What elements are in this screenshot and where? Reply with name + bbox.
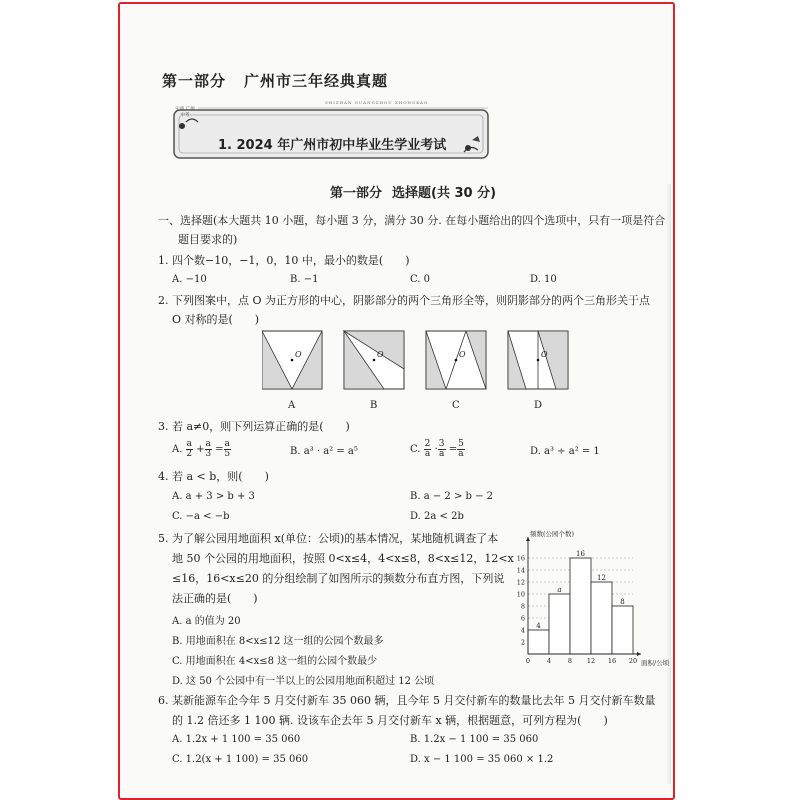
y-tick-label: 14 [516,566,525,575]
y-tick-label: 16 [516,554,525,563]
q5-line-4: 法正确的是( ) [172,592,258,605]
x-tick-label: 0 [525,657,531,665]
q2-figures [262,329,572,391]
q1-option-b: B. −1 [290,274,319,285]
x-axis-label: 面积/公顷 [641,659,670,667]
histogram-bar [591,582,612,654]
q4-option-d: D. 2a < 2b [410,511,464,522]
q5-option-a: A. a 的值为 20 [172,616,241,627]
figure-c-point: O [459,350,466,359]
y-tick-label: 10 [516,590,525,599]
q5-line-1: 5. 为了解公园用地面积 x(单位：公顷)的基本情况，某地随机调查了本 [158,532,499,545]
q5-option-d: D. 这 50 个公园中有一半以上的公园用地面积超过 12 公顷 [172,676,435,687]
figure-label-d: D [534,400,543,411]
bar-value-label: 16 [576,550,585,558]
q6-option-c: C. 1.2(x + 1 100) = 35 060 [172,754,309,765]
histogram-bar [528,630,549,654]
part-title [162,70,388,91]
figure-a [262,331,322,389]
figure-label-a: A [288,400,296,411]
q3-option-b: B. a³ · a² = a⁵ [290,446,358,457]
y-tick-label: 12 [516,578,525,587]
histogram-bar [549,594,570,654]
bar-value-label: a [557,586,562,594]
part-title-left: 第一部分 [162,72,227,90]
banner-small-text: SHIZHAN GUANGZHOU ZHONGKAO [325,100,429,105]
y-tick-label: 2 [520,638,525,647]
x-tick-label: 16 [607,657,617,665]
banner-tag: 实战 广州中考 [175,107,195,118]
q5-option-c: C. 用地面积在 4<x≤8 这一组的公园个数最少 [172,656,378,667]
q2-line-2: O 对称的是( ) [172,313,260,326]
q3-option-c: C. $\frac{2}{a}$ · $\frac{3}{a}$ = $\frac{5}{a}$ [410,439,464,459]
figure-d [508,331,568,389]
q5-line-3: ≤16，16<x≤20 的分组绘制了如图所示的频数分布直方图，下列说 [172,572,505,585]
q6-option-b: B. 1.2x − 1 100 = 35 060 [410,734,539,745]
figure-label-c: C [452,400,460,411]
exam-title: 1. 2024 年广州市初中毕业生学业考试 [218,138,447,153]
q1-option-c: C. 0 [410,274,431,285]
y-tick-label: 6 [520,614,525,623]
q1-option-d: D. 10 [530,274,557,285]
q6-line-2: 的 1.2 倍还多 1 100 辆. 设该车企去年 5 月交付新车 x 辆，根据题意，可列方程为( ) [172,714,608,727]
x-tick-label: 20 [628,657,638,665]
q4-option-c: C. −a < −b [172,511,230,522]
x-tick-label: 4 [546,657,552,665]
q3-option-a: A. $\frac{a}{2}$ + $\frac{a}{3}$ = $\frac{a}{5}$ [172,439,231,459]
section-title-right: 选择题(共 30 分) [392,186,497,201]
y-tick-label: 8 [520,602,525,611]
part-title-right: 广州市三年经典真题 [244,72,389,90]
q6-option-d: D. x − 1 100 = 35 060 × 1.2 [410,754,554,765]
bar-value-label: 12 [597,574,606,582]
banner-dot-icon [179,123,185,129]
histogram-bar [570,558,591,654]
q4-option-a: A. a + 3 > b + 3 [172,491,255,502]
q4-option-b: B. a − 2 > b − 2 [410,491,494,502]
q4-stem: 4. 若 a < b，则( ) [158,470,269,483]
instructions-line-1: 一、选择题(本大题共 10 小题，每小题 3 分，满分 30 分. 在每小题给出的四个选项中，只有一项是符合 [158,214,666,227]
q2-line-1: 2. 下列图案中，点 O 为正方形的中心，阴影部分的两个三角形全等，则阴影部分的两个三角形关于点 [158,294,650,307]
q5-option-b: B. 用地面积在 8<x≤12 这一组的公园个数最多 [172,636,384,647]
q3-option-d: D. a³ ÷ a² = 1 [530,446,600,457]
y-tick-label: 4 [520,626,525,635]
histogram-bar [612,606,633,654]
figure-b-point: O [377,350,384,359]
section-title-left: 第一部分 [330,186,383,201]
x-tick-label: 12 [586,657,596,665]
x-tick-label: 8 [567,657,573,665]
figure-d-point: O [541,350,548,359]
figure-b [344,331,404,389]
q6-option-a: A. 1.2x + 1 100 = 35 060 [172,734,301,745]
x-axis-arrow-icon [637,652,641,656]
figure-a-point: O [295,350,302,359]
q1-option-a: A. −10 [172,274,207,285]
scan-shadow [665,184,671,784]
y-axis-label: 频数(公园个数) [530,530,575,538]
section-title [330,182,496,201]
exam-page [120,4,673,798]
figure-c [426,331,486,389]
page-frame [118,2,675,800]
q6-line-1: 6. 某新能源车企今年 5 月交付新车 35 060 辆，且今年 5 月交付新车的数量比去年 5 月交付新车数量 [158,694,656,707]
q1-stem: 1. 四个数−10，−1，0，10 中，最小的数是( ) [158,254,410,267]
instructions-line-2: 题目要求的) [178,233,238,246]
figure-label-b: B [370,400,378,411]
exam-banner [168,104,492,162]
bar-value-label: 4 [536,622,541,630]
bar-value-label: 8 [620,598,625,606]
histogram-chart [510,529,670,674]
q5-line-2: 地 50 个公园的用地面积，按照 0<x≤4，4<x≤8，8<x≤12，12<x [172,552,514,565]
q3-stem: 3. 若 a≠0，则下列运算正确的是( ) [158,420,350,433]
